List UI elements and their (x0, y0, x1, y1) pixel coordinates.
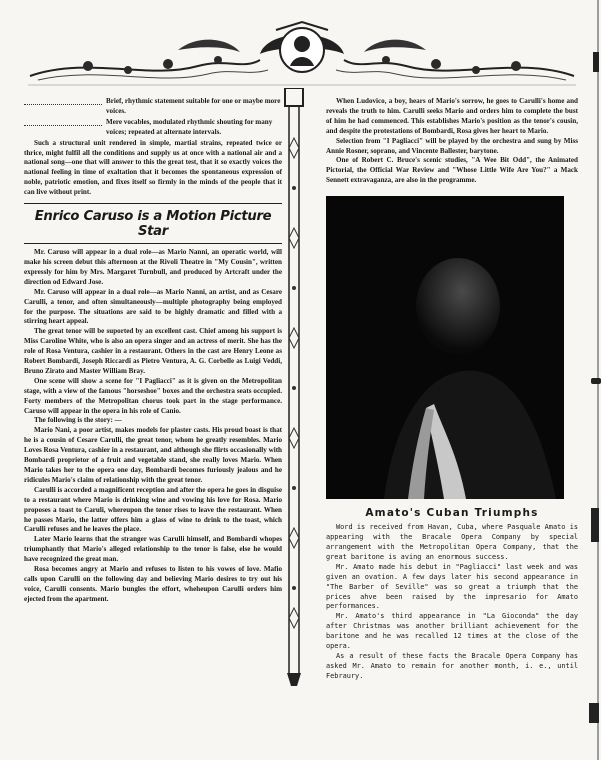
caruso-paragraph: One scene will show a scene for "I Pagliacci" as it is given on the Metropolitan stage, with a view of the famous "horseshoe" boxes and the orchestra seats occupied. Forty members of the Metropolitan chorus took part in the stage performance. Caruso will appear in the opera in his role of Canio. (24, 376, 282, 415)
caruso-paragraph: Rosa becomes angry at Mario and refuses to listen to his vowes of love. Mafio calls upon Carulli on the following day and believing Mario desires to try out his voice, Carulli consents. Mario bungles the effort, wheheupon Carulli orders him ejected from the apartment. (24, 565, 282, 603)
ornamental-header-banner (28, 20, 576, 88)
amato-paragraph: As a result of these facts the Bracale Opera Company has asked Mr. Amato to remain for another month, i. e., until Febraury. (326, 651, 578, 680)
caruso-paragraph: Later Mario learns that the stranger was Carulli himself, and Bombardi whopes triumphantly that Mario's alleged relationship to the tenor is false, else he would have recognized the great man. (24, 535, 282, 564)
amato-paragraph: Mr. Amato made his debut in "Pagliacci" last week and was given an ovation. A few days later his second appearance in "The Barber of Seville" was so great a triumph that the prices ahve been raised by the impresario for Amato performances. (326, 562, 578, 611)
caruso-paragraph: Mario Nani, a poor artist, makes models for plaster casts. His proud boast is that he is a cousin of Cesare Carulli, the great tenor, whom he greatly resembles. Mario Loves Rosa Ventura, cashier in a restaurant, and although she flirts occasionally with Bombardi proprietor of a fruit and vegetable stand, she really loves Mario. When Mario takes her to the opera one day, Bombardi becomes furiously jealous and he ridicules Mario's claim of relationship with the great tenor. (24, 426, 282, 484)
portrait-silhouette (326, 196, 564, 499)
caruso-paragraph: Mr. Caruso will appear in a dual role—as Mario Nanni, an artist, and as Cesare Carulli, a tenor, and often simultaneously—multiple photography being employed for the purpose. The situations are said to be highly dramatic and filled with a stirring heart appeal. (24, 287, 282, 326)
structural-unit-paragraph: Such a structural unit rendered in simple, martial strains, repeated twice or thrice, might fulfil all the conditions and supply us at once with a national air and a national song—one that will answer to this the great test, that it so exactly voices the national feeling in time of exaltation that it becomes the spontaneous expression of noble, patriotic emotion, and fixes itself so firmly in the minds of the people that it can live without print. (24, 138, 282, 197)
dotted-leader (24, 97, 102, 105)
fill-item (24, 97, 282, 117)
left-column (24, 97, 282, 605)
amato-portrait-photo (326, 196, 564, 499)
fill-item-text: Brief, rhythmic statement suitable for one or maybe more voices. (106, 97, 281, 115)
story-continued-paragraph: When Ludovico, a boy, hears of Mario's sorrow, he goes to Carulli's home and reveals the truth to him. Carulli seeks Mario and orders him to complete the bust of him he had commenced. This establishes Mario's position as the tenor's cousin, and despite the protestations of Bombardi, Rosa gives her heart to Mario. (326, 97, 578, 135)
fill-item-text: Mere vocables, modulated rhythmic shouting for many voices; repeated at alternate intervals. (106, 117, 273, 136)
caruso-paragraph: Carulli is accorded a magnificent reception and after the opera he goes in disguise to a restaurant where Mario is drinking wine and vowing his love for Rosa. Mario proposes a toast to Caruli, whereupon the tenor rises to leave the restaurant. When he passes Mario, the latter offers him a glass of wine to drink to the toast, which Carulli refuses and he leaves the place. (24, 485, 282, 534)
right-column (326, 97, 578, 682)
binding-edge-marks (579, 0, 601, 760)
programme-paragraph: Selection from "I Pagliacci" will be played by the orchestra and sung by Miss Annie Rosner, soprano, and Vincente Ballester, barytone. (326, 136, 578, 155)
dotted-leader (24, 118, 102, 126)
amato-paragraph: Word is received from Havan, Cuba, where Pasquale Amato is appearing with the Bracale Opera Company by special arrangement with the Metropolitan Opera Company, that the great baritone is aving an enormous success. (326, 523, 578, 561)
programme-paragraph: One of Robert C. Bruce's scenic studies, "A Wee Bit Odd", the Animated Pictorial, the Official War Review and "Whose Little Wife Are You?" a Mack Sennett extravaganza, are also in the programme. (326, 156, 578, 185)
ornamental-column-divider (283, 88, 305, 688)
amato-paragraph: Mr. Amato's third appearance in "La Gioconda" the day after Christmas was another brilliant achievement for the baritone and he was recalled 12 times at the close of the opera. (326, 612, 578, 651)
amato-headline: Amato's Cuban Triumphs (365, 507, 539, 520)
caruso-paragraph: Mr. Caruso will appear in a dual role—as Mario Nanni, an operatic world, will make his screen debut this afternoon at the Rivoli Theatre in "My Cousin", written expressly for him by Mrs. Margaret Turnbull, and produced by Artcraft under the direction od Edward Jose. (24, 248, 282, 286)
fill-item (24, 118, 282, 138)
caruso-headline-box (24, 203, 282, 244)
caruso-paragraph: The great tenor will be suported by an excellent cast. Chief among his support is Miss Caroline White, who is also an opera singer and an actress of merit. She has the role of Rosa Ventura, cashier in a restaurant. Others in the cast are Henry Leone as Robert Bombardi, Joseph Riccardi as Pietro Ventura, A. G. Corbelle as Luigi Veddi, Bruno Zirato and Master William Bray. (24, 327, 282, 375)
caruso-headline: Enrico Caruso is a Motion Picture Star (34, 209, 272, 240)
caruso-paragraph: The following is the story: — (34, 416, 122, 425)
